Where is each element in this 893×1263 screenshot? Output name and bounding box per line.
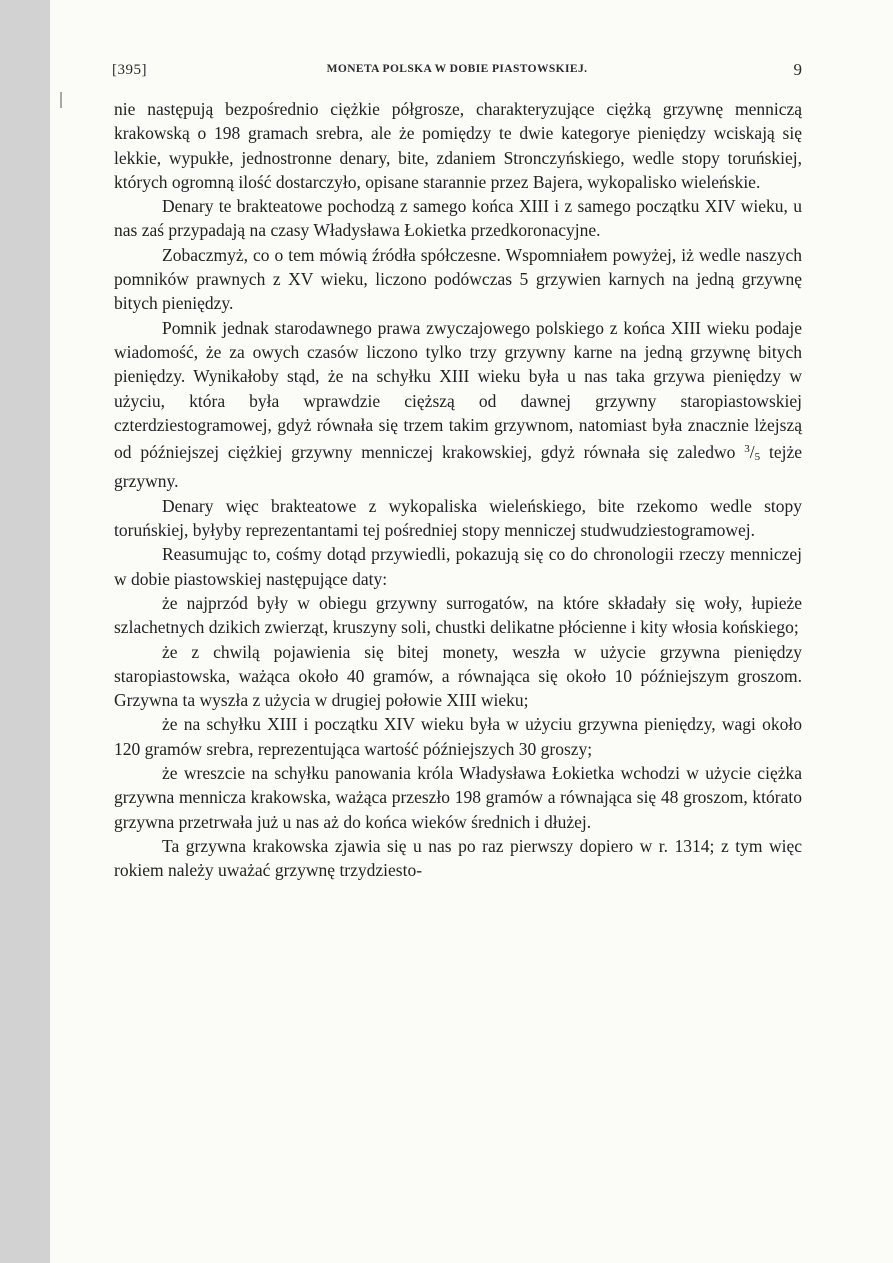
- paragraph: [114, 316, 802, 494]
- running-title: MONETA POLSKA W DOBIE PIASTOWSKIEJ.: [326, 63, 588, 75]
- paragraph-text: Pomnik jednak starodawnego prawa zwyczajowego polskiego z końca XIII wieku podaje wiadomość, że za owych czasów liczono tylko trzy grzywny karne na jedną grzywnę bitych pieniędzy. Wynikałoby stąd, że na schyłku XIII wieku była u nas taka grzywa pieniędzy w użyciu, która była wprawdzie cięższą od dawnej grzywny staropiastowskiej czterdziestogramowej, gdyż równała się trzem takim grzywnom, natomiast była znacznie lżejszą od późniejszej ciężkiej grzywny menniczej krakowskiej, gdyż równała się zaledwo: [114, 317, 802, 463]
- page-number: 9: [793, 60, 802, 79]
- paragraph-text: tejże grzywny.: [114, 442, 803, 492]
- paragraph: że wreszcie na schyłku panowania króla Władysława Łokietka wchodzi w użycie ciężka grzywna mennicza krakowska, ważąca przeszło 198 gramów a równająca się 48 groszom, któratо grzywna przetrwała już u nas aż do końca wieków średnich i dłużej.: [114, 763, 802, 832]
- page-reference: [395]: [112, 62, 147, 78]
- body-text: [114, 97, 802, 883]
- fraction-denominator: 5: [754, 451, 761, 464]
- running-header: [112, 60, 802, 84]
- paragraph: nie następują bezpośrednio ciężkie półgrosze, charakteryzujące ciężką grzywnę menniczą krakowską o 198 gramach srebra, ale że pomiędzy te dwie kategorye pieniędzy wciskają się lekkie, wypukłe, jednostronne denary, bite, zdaniem Stronczyńskiego, wedle stopy toruńskiej, których ogromną ilość dostarczyło, opisane starannie przez Bajera, wykopalisko wieleńskie.: [114, 99, 802, 192]
- paragraph: że z chwilą pojawienia się bitej monety, weszła w użycie grzywna pieniędzy staropiastowska, ważąca około 40 gramów, a równająca się około 10 późniejszym groszom. Grzywna ta wyszła z użycia w drugiej połowie XIII wieku;: [114, 641, 802, 711]
- paragraph: Reasumując to, cośmy dotąd przywiedli, pokazują się co do chronologii rzeczy menniczej w dobie piastowskiej następujące daty:: [114, 544, 802, 589]
- paragraph: Denary te brakteatowe pochodzą z samego końca XIII i z samego początku XIV wieku, u nas zaś przypadają na czasy Władysława Łokietka przedkoronacyjne.: [114, 196, 802, 241]
- fraction: $^3/_5$: [744, 442, 761, 464]
- paragraph: że najprzód były w obiegu grzywny surrogatów, na które składały się woły, łupieże szlachetnych dzikich zwierząt, kruszyny soli, chustki delikatne płócienne i kity włosia końskiego;: [114, 592, 802, 638]
- margin-mark: [60, 92, 62, 108]
- paragraph: Denary więc brakteatowe z wykopaliska wieleńskiego, bite rzekomo wedle stopy toruńskiej, byłyby reprezentantami tej pośredniej stopy menniczej studwudziestogramowej.: [114, 495, 802, 541]
- paragraph: Zobaczmyż, co o tem mówią źródła spółczesne. Wspomniałem powyżej, iż wedle naszych pomników prawnych z XV wieku, liczono podówczas 5 grzywien karnych na jedną grzywnę bitych pieniędzy.: [114, 244, 802, 314]
- paragraph: że na schyłku XIII i początku XIV wieku była w użyciu grzywna pieniędzy, wagi około 120 gramów srebra, reprezentująca wartość późniejszych 30 groszy;: [114, 714, 802, 759]
- book-page: [50, 0, 893, 1263]
- paragraph: Ta grzywna krakowska zjawia się u nas po raz pierwszy dopiero w r. 1314; z tym więc rokiem należy uważać grzywnę trzydziesto-: [114, 835, 802, 881]
- fraction-numerator: 3: [744, 443, 750, 456]
